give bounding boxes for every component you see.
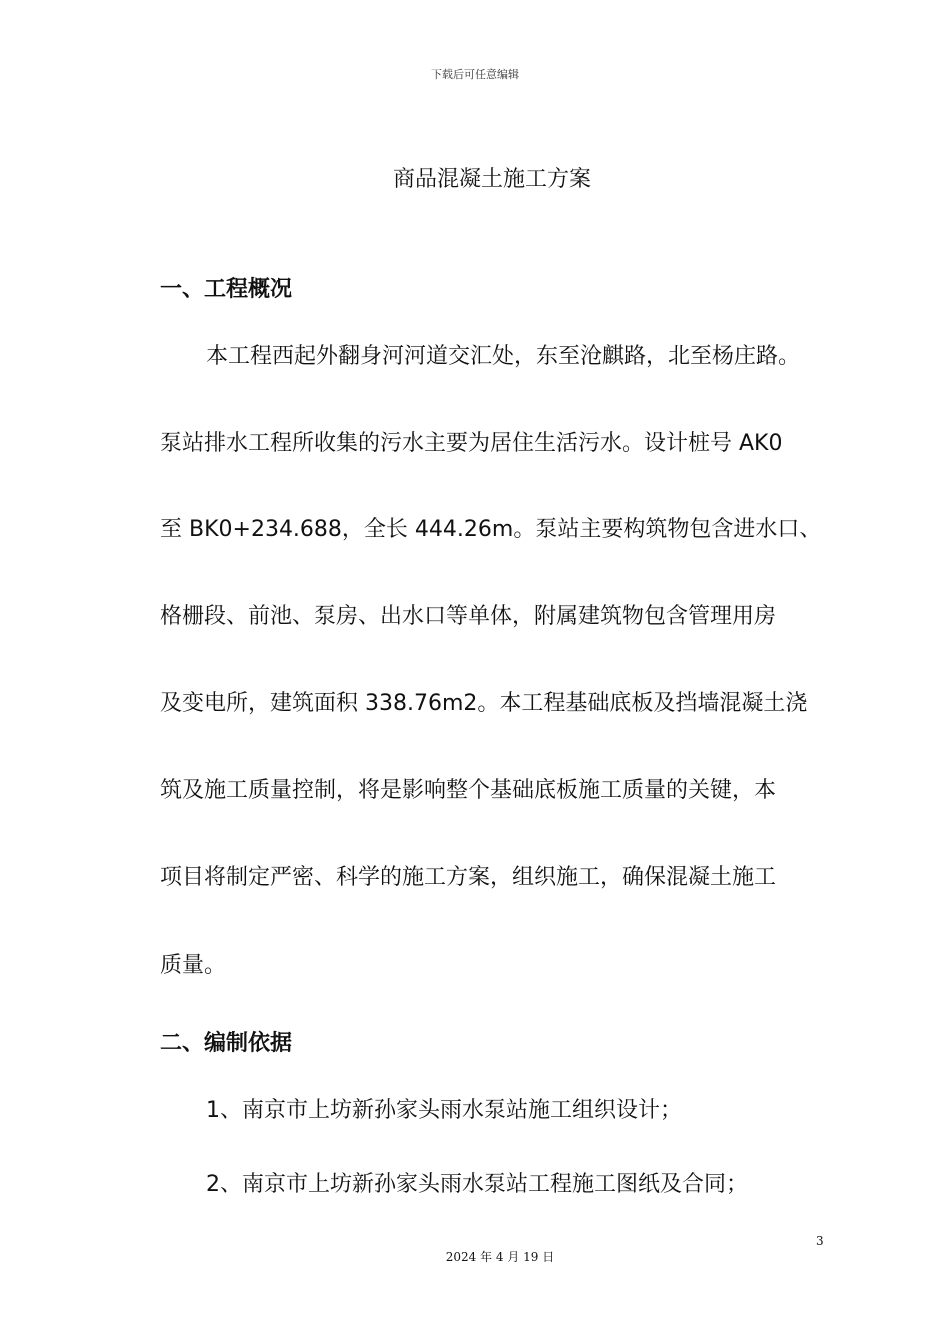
paragraph-line: 至 BK0+234.688，全长 444.26m。泵站主要构筑物包含进水口、 — [160, 517, 822, 542]
paragraph-line: 格栅段、前池、泵房、出水口等单体，附属建筑物包含管理用房 — [160, 604, 777, 629]
document-title: 商品混凝土施工方案 — [392, 167, 591, 192]
section-heading-overview: 一、工程概况 — [160, 277, 293, 302]
page-number: 3 — [816, 1234, 824, 1248]
basis-list-item: 2、南京市上坊新孙家头雨水泵站工程施工图纸及合同； — [206, 1172, 748, 1197]
paragraph-line: 本工程西起外翻身河河道交汇处，东至沧麒路，北至杨庄路。 — [206, 344, 801, 369]
header-note: 下载后可任意编辑 — [431, 68, 519, 81]
paragraph-line: 及变电所，建筑面积 338.76m2。本工程基础底板及挡墙混凝土浇 — [160, 691, 808, 716]
paragraph-line: 项目将制定严密、科学的施工方案，组织施工，确保混凝土施工 — [160, 865, 777, 890]
basis-list-item: 1、南京市上坊新孙家头雨水泵站施工组织设计； — [206, 1098, 682, 1123]
paragraph-line: 泵站排水工程所收集的污水主要为居住生活污水。设计桩号 AK0 — [160, 431, 783, 456]
paragraph-line: 筑及施工质量控制，将是影响整个基础底板施工质量的关键，本 — [160, 778, 777, 803]
paragraph-line: 质量。 — [160, 953, 227, 978]
footer-date: 2024 年 4 月 19 日 — [445, 1250, 555, 1264]
section-heading-basis: 二、编制依据 — [160, 1031, 293, 1056]
